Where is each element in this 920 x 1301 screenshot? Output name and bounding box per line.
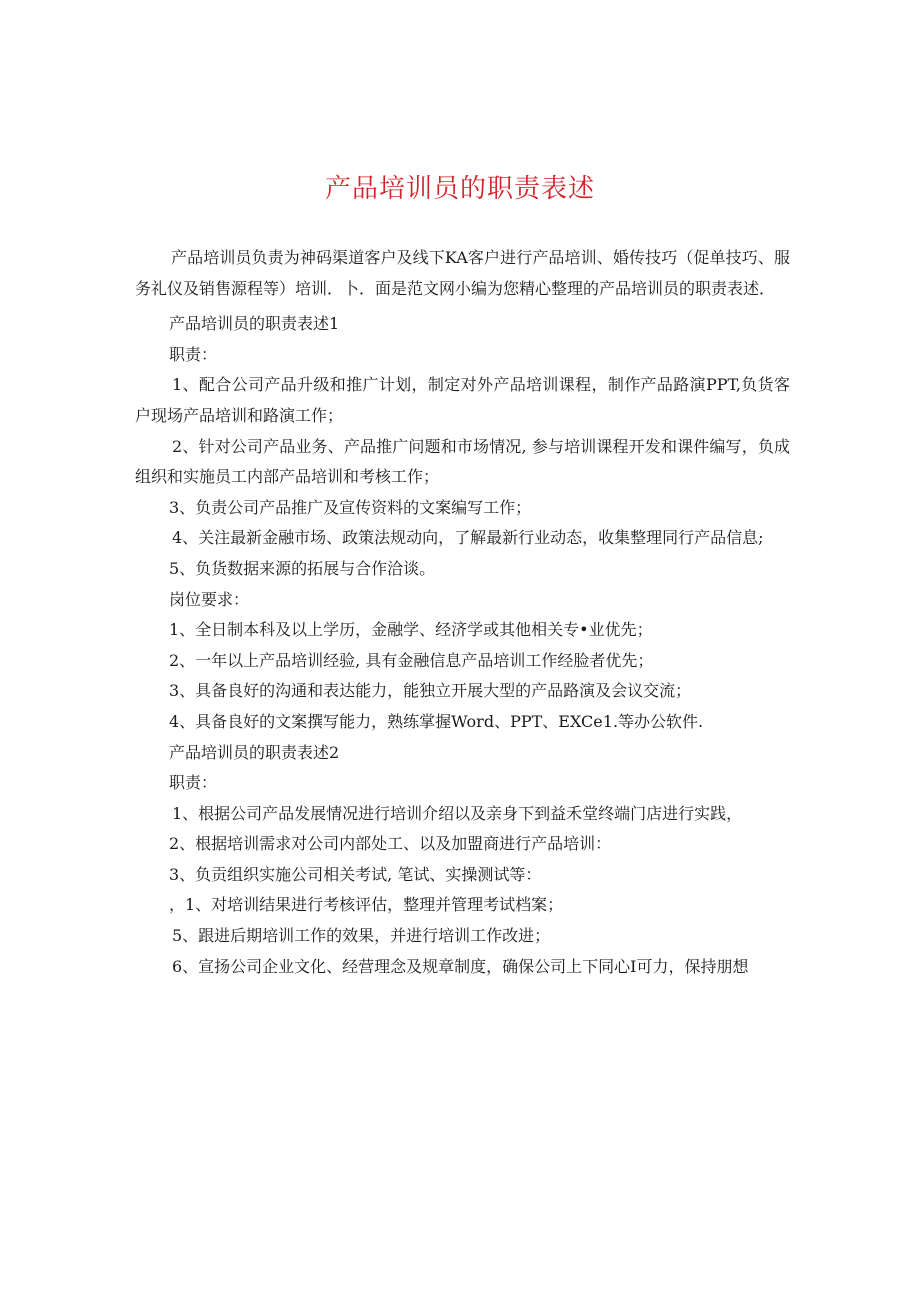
section1-requirement-2: 2、一年以上产品培训经验, 具有金融信息产品培训工作经脸者优先； <box>169 650 654 670</box>
section2-duties-label: 职责： <box>169 773 218 793</box>
section1-requirements-label: 岗位要求： <box>169 589 250 609</box>
section2-duty-4: ，1、对培训结果进行考核评估，整理并管理考试档案； <box>169 895 564 915</box>
section1-requirement-1: 1、全日制本科及以上学历，金融学、经济学或其他相关专•业优先； <box>169 620 653 640</box>
intro-paragraph: 产品培训员负责为神码渠道客户及线下KA客户进行产品培训、婚传技巧（促单技巧、服务礼仪及销售源程等）培训．卜．面是范文网小编为您精心整理的产品培训员的职责表述． <box>135 248 790 298</box>
section1-heading: 产品培训员的职责表述1 <box>169 314 340 334</box>
section1-duty-1: 1、配合公司产品升级和推广计划，制定对外产品培训课程，制作产品路演PPT,负货客户现场产品培训和路演工作； <box>135 375 790 425</box>
section2-duty-6: 6、宣扬公司企业文化、经营理念及规章制度，确保公司上下同心I可力，保持朋想 <box>172 956 749 976</box>
section2-duty-5: 5、跟进后期培训工作的效果，并进行培训工作改进； <box>172 926 551 946</box>
document-body <box>135 243 790 982</box>
section2-duty-2: 2、根据培训需求对公司内部处工、以及加盟商进行产品培训： <box>169 834 612 854</box>
section1-duty-4: 4、关注最新金融市场、政策法规动向，了解最新行业动态，收集整理同行产品信息; <box>172 528 764 548</box>
section2-duty-3: 3、负贡组织实施公司相关考试, 笔试、实操测试等： <box>169 864 542 884</box>
section1-requirement-4: 4、具备良好的文案撰写能力，熟练掌握Word、PPT、EXCe1.等办公软件. <box>169 711 704 731</box>
section1-duty-3: 3、负责公司产品推广及宣传资料的文案编写工作； <box>169 497 532 517</box>
section1-duty-2: 2、针对公司产品业务、产品推广问题和市场情况, 参与培训课程开发和课件编写，负成组织和实施员工内部产品培训和考核工作； <box>135 436 790 487</box>
section1-duties-label: 职责： <box>169 344 218 364</box>
section1-requirement-3: 3、具备良好的沟通和表达能力，能独立开展大型的产品路演及会议交流； <box>169 681 692 701</box>
document-title: 产品培训员的职责表述 <box>324 174 595 204</box>
section2-duty-1: 1、根据公司产品发展情况进行培训介绍以及亲身下到益禾堂终端门店进行实践， <box>172 803 743 823</box>
section2-heading: 产品培训员的职责表述2 <box>169 742 340 762</box>
section1-duty-5: 5、负货数据来源的拓展与合作洽谈。 <box>169 558 436 578</box>
